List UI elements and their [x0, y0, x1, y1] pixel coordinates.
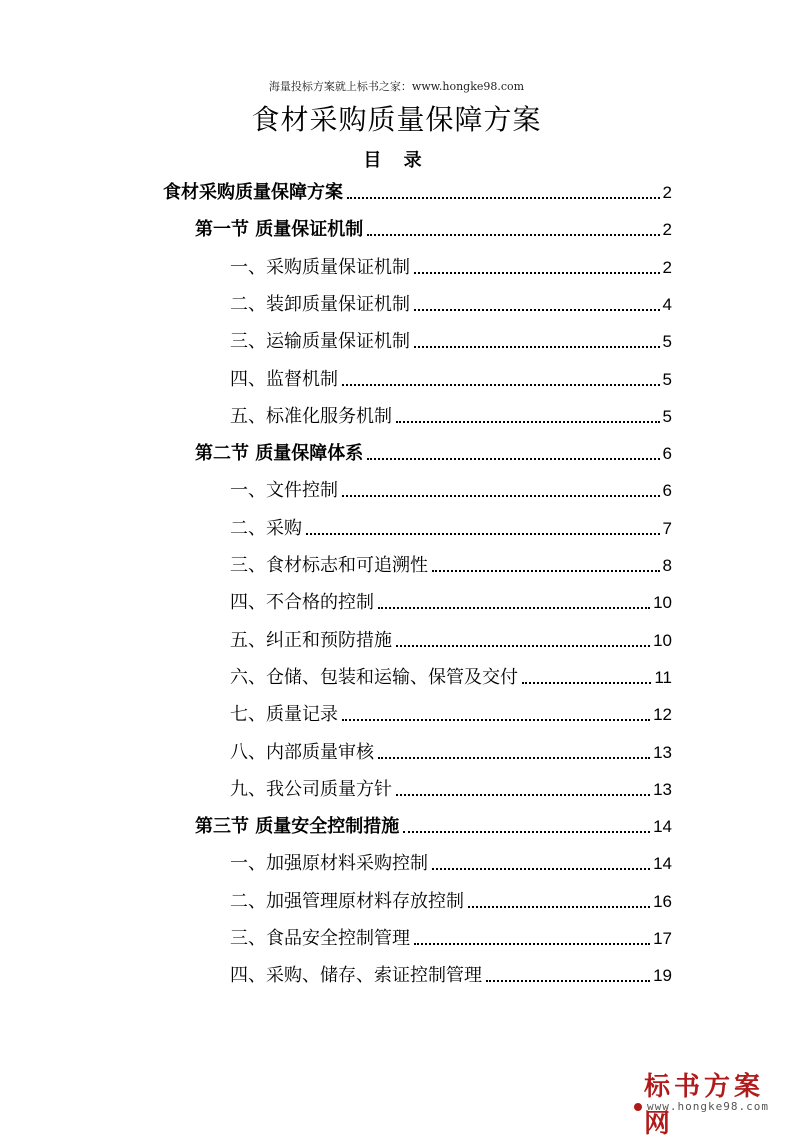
toc-dot-leader — [396, 421, 660, 423]
toc-entry-page: 10 — [653, 630, 672, 650]
toc-entry-page: 5 — [662, 332, 672, 352]
toc-entry-label: 四、监督机制 — [230, 368, 338, 390]
toc-dot-leader — [414, 943, 650, 945]
toc-entry-label: 四、不合格的控制 — [230, 592, 374, 614]
toc-entry[interactable] — [230, 775, 672, 805]
toc-entry-page: 11 — [654, 667, 672, 687]
toc-entry-page: 13 — [653, 779, 672, 799]
toc-entry-label: 三、食材标志和可追溯性 — [230, 555, 428, 576]
toc-entry-page: 17 — [653, 929, 672, 948]
toc-dot-leader — [432, 868, 650, 870]
toc-entry-page: 4 — [662, 294, 672, 314]
toc-entry-page: 14 — [653, 817, 672, 837]
toc-entry[interactable] — [230, 887, 672, 917]
toc-dot-leader — [486, 980, 650, 982]
toc-entry[interactable] — [230, 924, 672, 954]
toc-dot-leader — [378, 607, 650, 609]
toc-heading: 目 录 — [363, 150, 430, 171]
toc-entry-label: 七、质量记录 — [230, 704, 338, 726]
watermark-logo — [628, 1066, 788, 1139]
toc-entry-page: 2 — [662, 257, 672, 277]
toc-dot-leader — [342, 719, 650, 721]
page-header: 海量投标方案就上标书之家：www.hongke98.com — [268, 80, 525, 93]
toc-dot-leader — [378, 757, 650, 759]
toc-entry-page: 8 — [662, 556, 672, 575]
toc-dot-leader — [367, 234, 659, 236]
toc-entry-label: 三、食品安全控制管理 — [230, 928, 410, 949]
toc-entry[interactable] — [230, 588, 672, 618]
toc-entry-label: 二、装卸质量保证机制 — [230, 293, 410, 315]
toc-entry[interactable] — [230, 514, 672, 544]
toc-entry[interactable] — [230, 253, 672, 283]
toc-entry-label: 五、标准化服务机制 — [230, 405, 392, 427]
toc-entry[interactable] — [195, 812, 672, 842]
toc-entry-page: 10 — [653, 593, 672, 613]
toc-entry[interactable] — [195, 439, 672, 469]
toc-entry-label: 一、文件控制 — [230, 480, 338, 502]
toc-dot-leader — [414, 346, 660, 348]
toc-dot-leader — [414, 309, 660, 311]
watermark-url: www.hongke98.com — [647, 1100, 769, 1113]
toc-entry[interactable] — [230, 626, 672, 656]
toc-entry-label: 食材采购质量保障方案 — [163, 182, 343, 203]
toc-entry-label: 一、采购质量保证机制 — [230, 256, 410, 278]
toc-entry-label: 四、采购、储存、索证控制管理 — [230, 965, 482, 987]
toc-entry-label: 第二节 质量保障体系 — [195, 443, 364, 465]
toc-dot-leader — [403, 831, 650, 833]
toc-entry-page: 14 — [653, 854, 672, 874]
toc-entry[interactable] — [230, 961, 672, 991]
toc-entry-label: 五、纠正和预防措施 — [230, 629, 392, 651]
toc-entry[interactable] — [230, 663, 672, 693]
toc-entry-page: 7 — [662, 518, 672, 538]
toc-entry[interactable] — [230, 849, 672, 879]
toc-entry-page: 5 — [662, 369, 672, 389]
toc-entry-label: 一、加强原材料采购控制 — [230, 853, 428, 875]
toc-entry-label: 第一节 质量保证机制 — [195, 219, 364, 241]
toc-entry-label: 二、采购 — [230, 517, 302, 539]
toc-entry-page: 12 — [653, 705, 672, 725]
toc-dot-leader — [306, 533, 660, 535]
toc-entry[interactable] — [230, 365, 672, 395]
toc-entry-label: 六、仓储、包装和运输、保管及交付 — [230, 666, 518, 688]
toc-entry-page: 6 — [662, 444, 672, 464]
toc-dot-leader — [522, 682, 651, 684]
toc-dot-leader — [414, 272, 660, 274]
toc-entry-page: 13 — [653, 742, 672, 762]
toc-entry[interactable] — [230, 700, 672, 730]
toc-entry[interactable] — [163, 178, 672, 208]
toc-dot-leader — [432, 570, 660, 572]
toc-entry-label: 九、我公司质量方针 — [230, 778, 392, 800]
toc-entry[interactable] — [230, 551, 672, 581]
toc-entry-label: 八、内部质量审核 — [230, 741, 374, 763]
toc-entry[interactable] — [195, 215, 672, 245]
toc-entry[interactable] — [230, 738, 672, 768]
toc-dot-leader — [342, 495, 660, 497]
toc-dot-leader — [347, 197, 660, 199]
toc-entry-label: 二、加强管理原材料存放控制 — [230, 890, 464, 912]
toc-dot-leader — [396, 794, 650, 796]
toc-dot-leader — [396, 645, 650, 647]
toc-entry[interactable] — [230, 290, 672, 320]
toc-entry[interactable] — [230, 327, 672, 357]
toc-dot-leader — [468, 906, 650, 908]
toc-entry[interactable] — [230, 476, 672, 506]
document-title: 食材采购质量保障方案 — [251, 103, 542, 136]
toc-entry-page: 6 — [662, 481, 672, 501]
toc-entry[interactable] — [230, 402, 672, 432]
toc-dot-leader — [367, 458, 659, 460]
toc-dot-leader — [342, 384, 660, 386]
toc-entry-page: 5 — [662, 406, 672, 426]
toc-entry-page: 2 — [662, 220, 672, 240]
toc-entry-page: 16 — [653, 891, 672, 911]
watermark-name: 标书方案网 — [644, 1072, 765, 1139]
toc-entry-page: 2 — [662, 183, 672, 202]
toc-entry-label: 三、运输质量保证机制 — [230, 331, 410, 353]
toc-entry-label: 第三节 质量安全控制措施 — [195, 816, 400, 838]
toc-entry-page: 19 — [653, 966, 672, 986]
